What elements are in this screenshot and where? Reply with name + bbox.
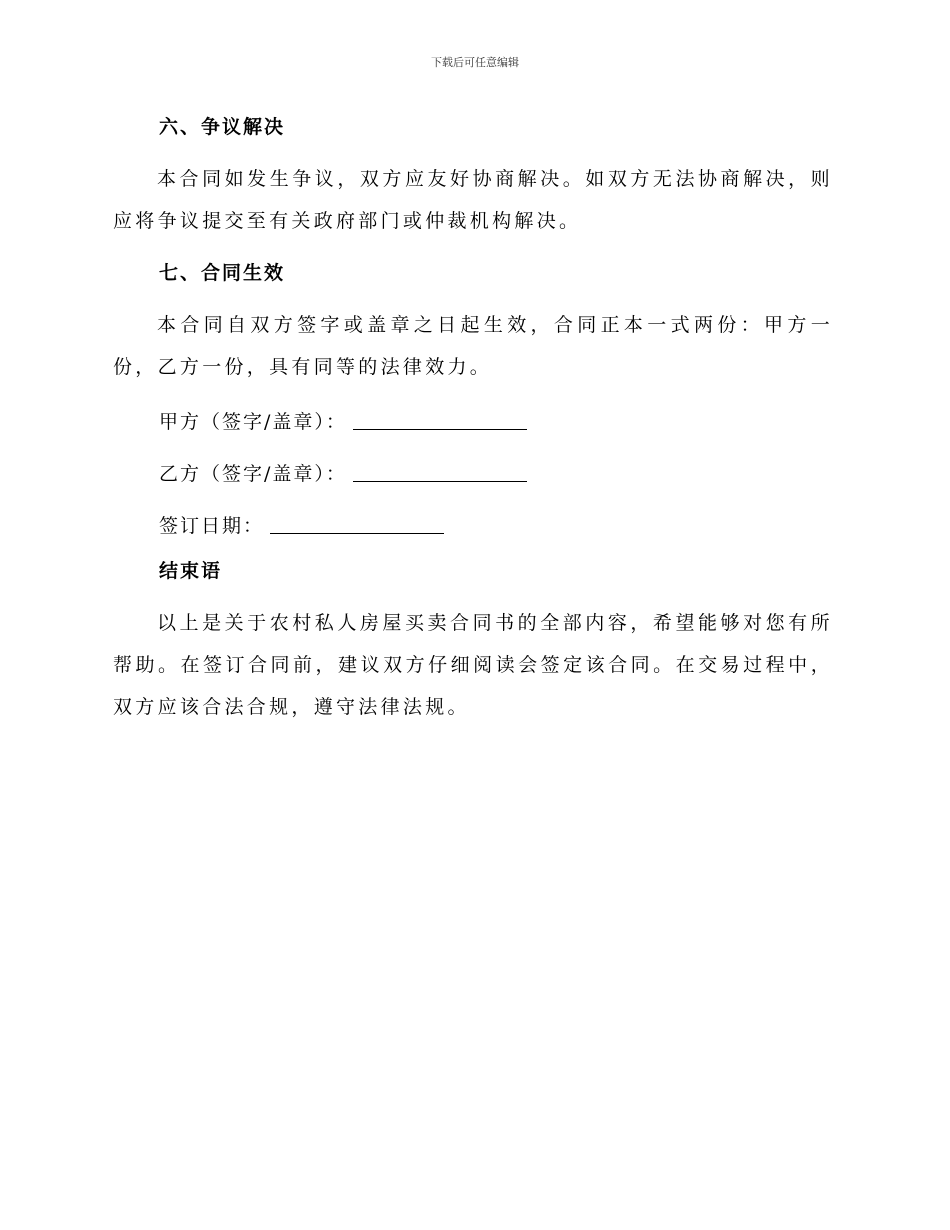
signature-party-a-blank [353, 409, 527, 430]
signing-date [159, 500, 833, 552]
section-paragraph-dispute: 本合同如发生争议，双方应友好协商解决。如双方无法协商解决，则应将争议提交至有关政府部门或仲裁机构解决。 [113, 168, 833, 232]
section-heading-effective: 七、合同生效 [159, 262, 286, 284]
signing-date-blank [270, 513, 444, 534]
signature-party-b-blank [353, 461, 527, 482]
page-header: 下载后可任意编辑 [431, 56, 519, 69]
signature-party-b [159, 448, 833, 500]
signature-party-b-label: 乙方（签字/盖章）： [159, 463, 347, 485]
section-heading-dispute: 六、争议解决 [159, 116, 286, 138]
signature-party-a [159, 396, 833, 448]
signing-date-label: 签订日期： [159, 515, 265, 537]
signature-party-a-label: 甲方（签字/盖章）： [159, 411, 347, 433]
conclusion-heading: 结束语 [159, 560, 223, 582]
conclusion-paragraph: 以上是关于农村私人房屋买卖合同书的全部内容，希望能够对您有所帮助。在签订合同前，建议双方仔细阅读会签定该合同。在交易过程中，双方应该合法合规，遵守法律法规。 [113, 612, 833, 718]
document-body [113, 112, 833, 728]
section-paragraph-effective: 本合同自双方签字或盖章之日起生效，合同正本一式两份：甲方一份，乙方一份，具有同等的法律效力。 [113, 314, 833, 378]
